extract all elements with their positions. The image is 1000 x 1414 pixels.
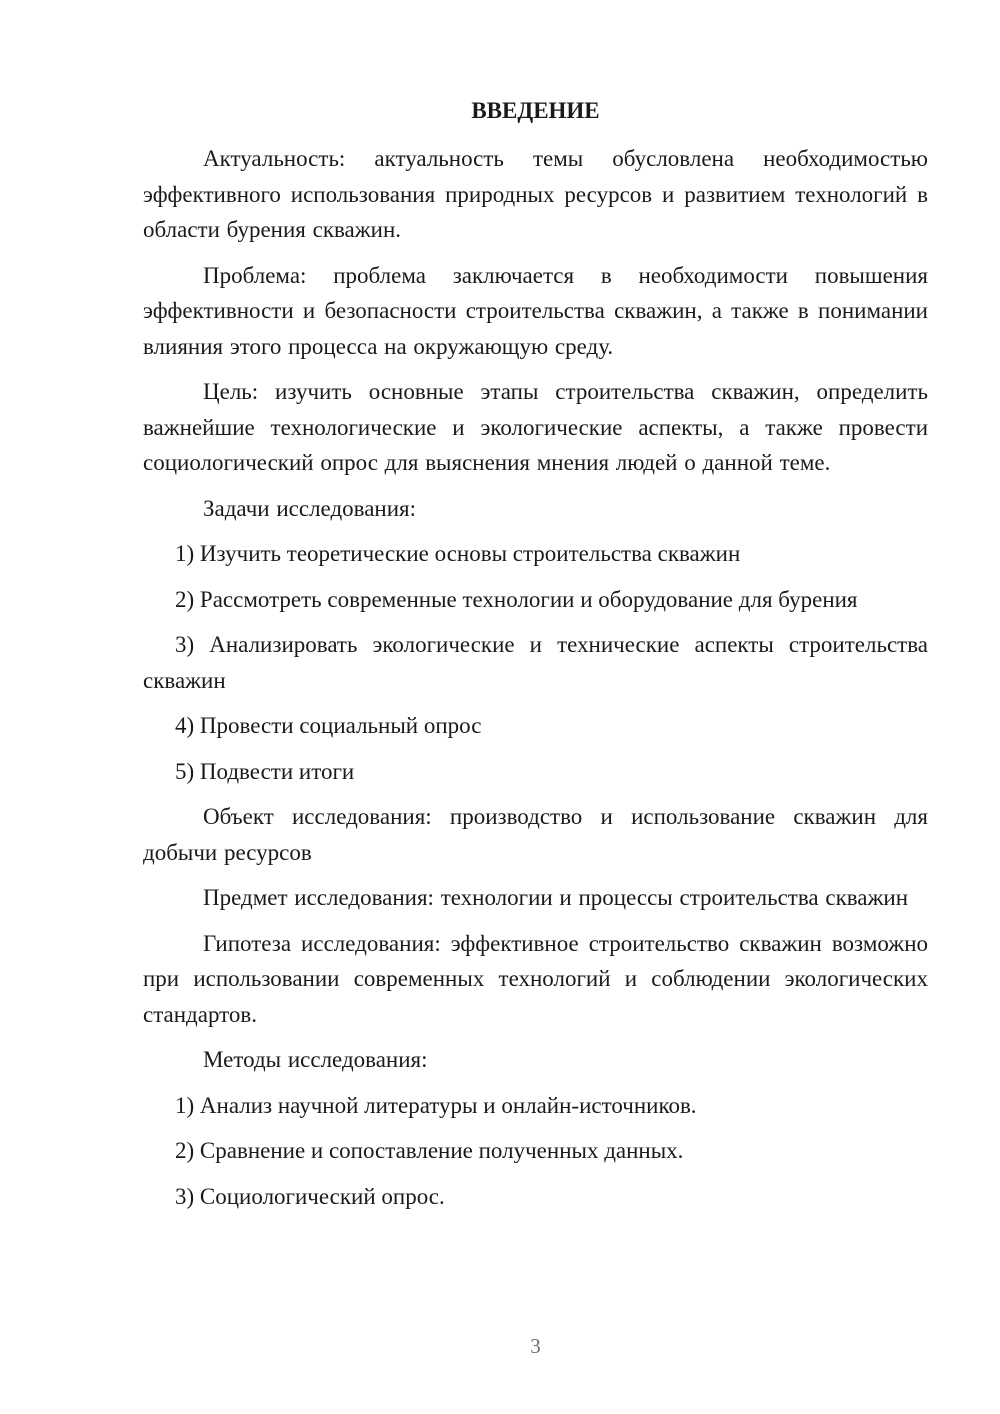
document-body <box>143 141 928 1224</box>
method-item-2: 2) Сравнение и сопоставление полученных данных. <box>175 1138 684 1163</box>
problem-paragraph: Проблема: проблема заключается в необходимости повышения эффективности и безопасности строительства скважин, а также в понимании влияния этого процесса на окружающую среду. <box>143 262 928 359</box>
task-item-3: 3) Анализировать экологические и технические аспекты строительства скважин <box>143 632 928 693</box>
relevance-paragraph: Актуальность: актуальность темы обусловлена необходимостью эффективного использования природных ресурсов и развитием технологий в области бурения скважин. <box>143 146 928 242</box>
tasks-title: Задачи исследования: <box>203 495 417 521</box>
goal-paragraph: Цель: изучить основные этапы строительства скважин, определить важнейшие технологические и экологические аспекты, а также провести социологический опрос для выяснения мнения людей о данной теме. <box>143 379 928 475</box>
task-item-1: 1) Изучить теоретические основы строительства скважин <box>175 541 741 566</box>
task-item-4: 4) Провести социальный опрос <box>175 713 482 738</box>
subject-paragraph: Предмет исследования: технологии и процессы строительства скважин <box>203 885 909 910</box>
methods-title: Методы исследования: <box>203 1047 428 1072</box>
task-item-5: 5) Подвести итоги <box>175 758 355 784</box>
hypothesis-paragraph: Гипотеза исследования: эффективное строительство скважин возможно при использовании современных технологий и соблюдении экологических стандартов. <box>143 930 928 1027</box>
page-number: 3 <box>530 1334 541 1358</box>
method-item-3: 3) Социологический опрос. <box>175 1183 445 1209</box>
object-paragraph: Объект исследования: производство и использование скважин для добычи ресурсов <box>143 804 928 865</box>
document-page <box>143 0 928 1414</box>
section-heading: ВВЕДЕНИЕ <box>471 98 600 123</box>
task-item-2: 2) Рассмотреть современные технологии и оборудование для бурения <box>175 586 858 612</box>
method-item-1: 1) Анализ научной литературы и онлайн-источников. <box>175 1092 697 1118</box>
